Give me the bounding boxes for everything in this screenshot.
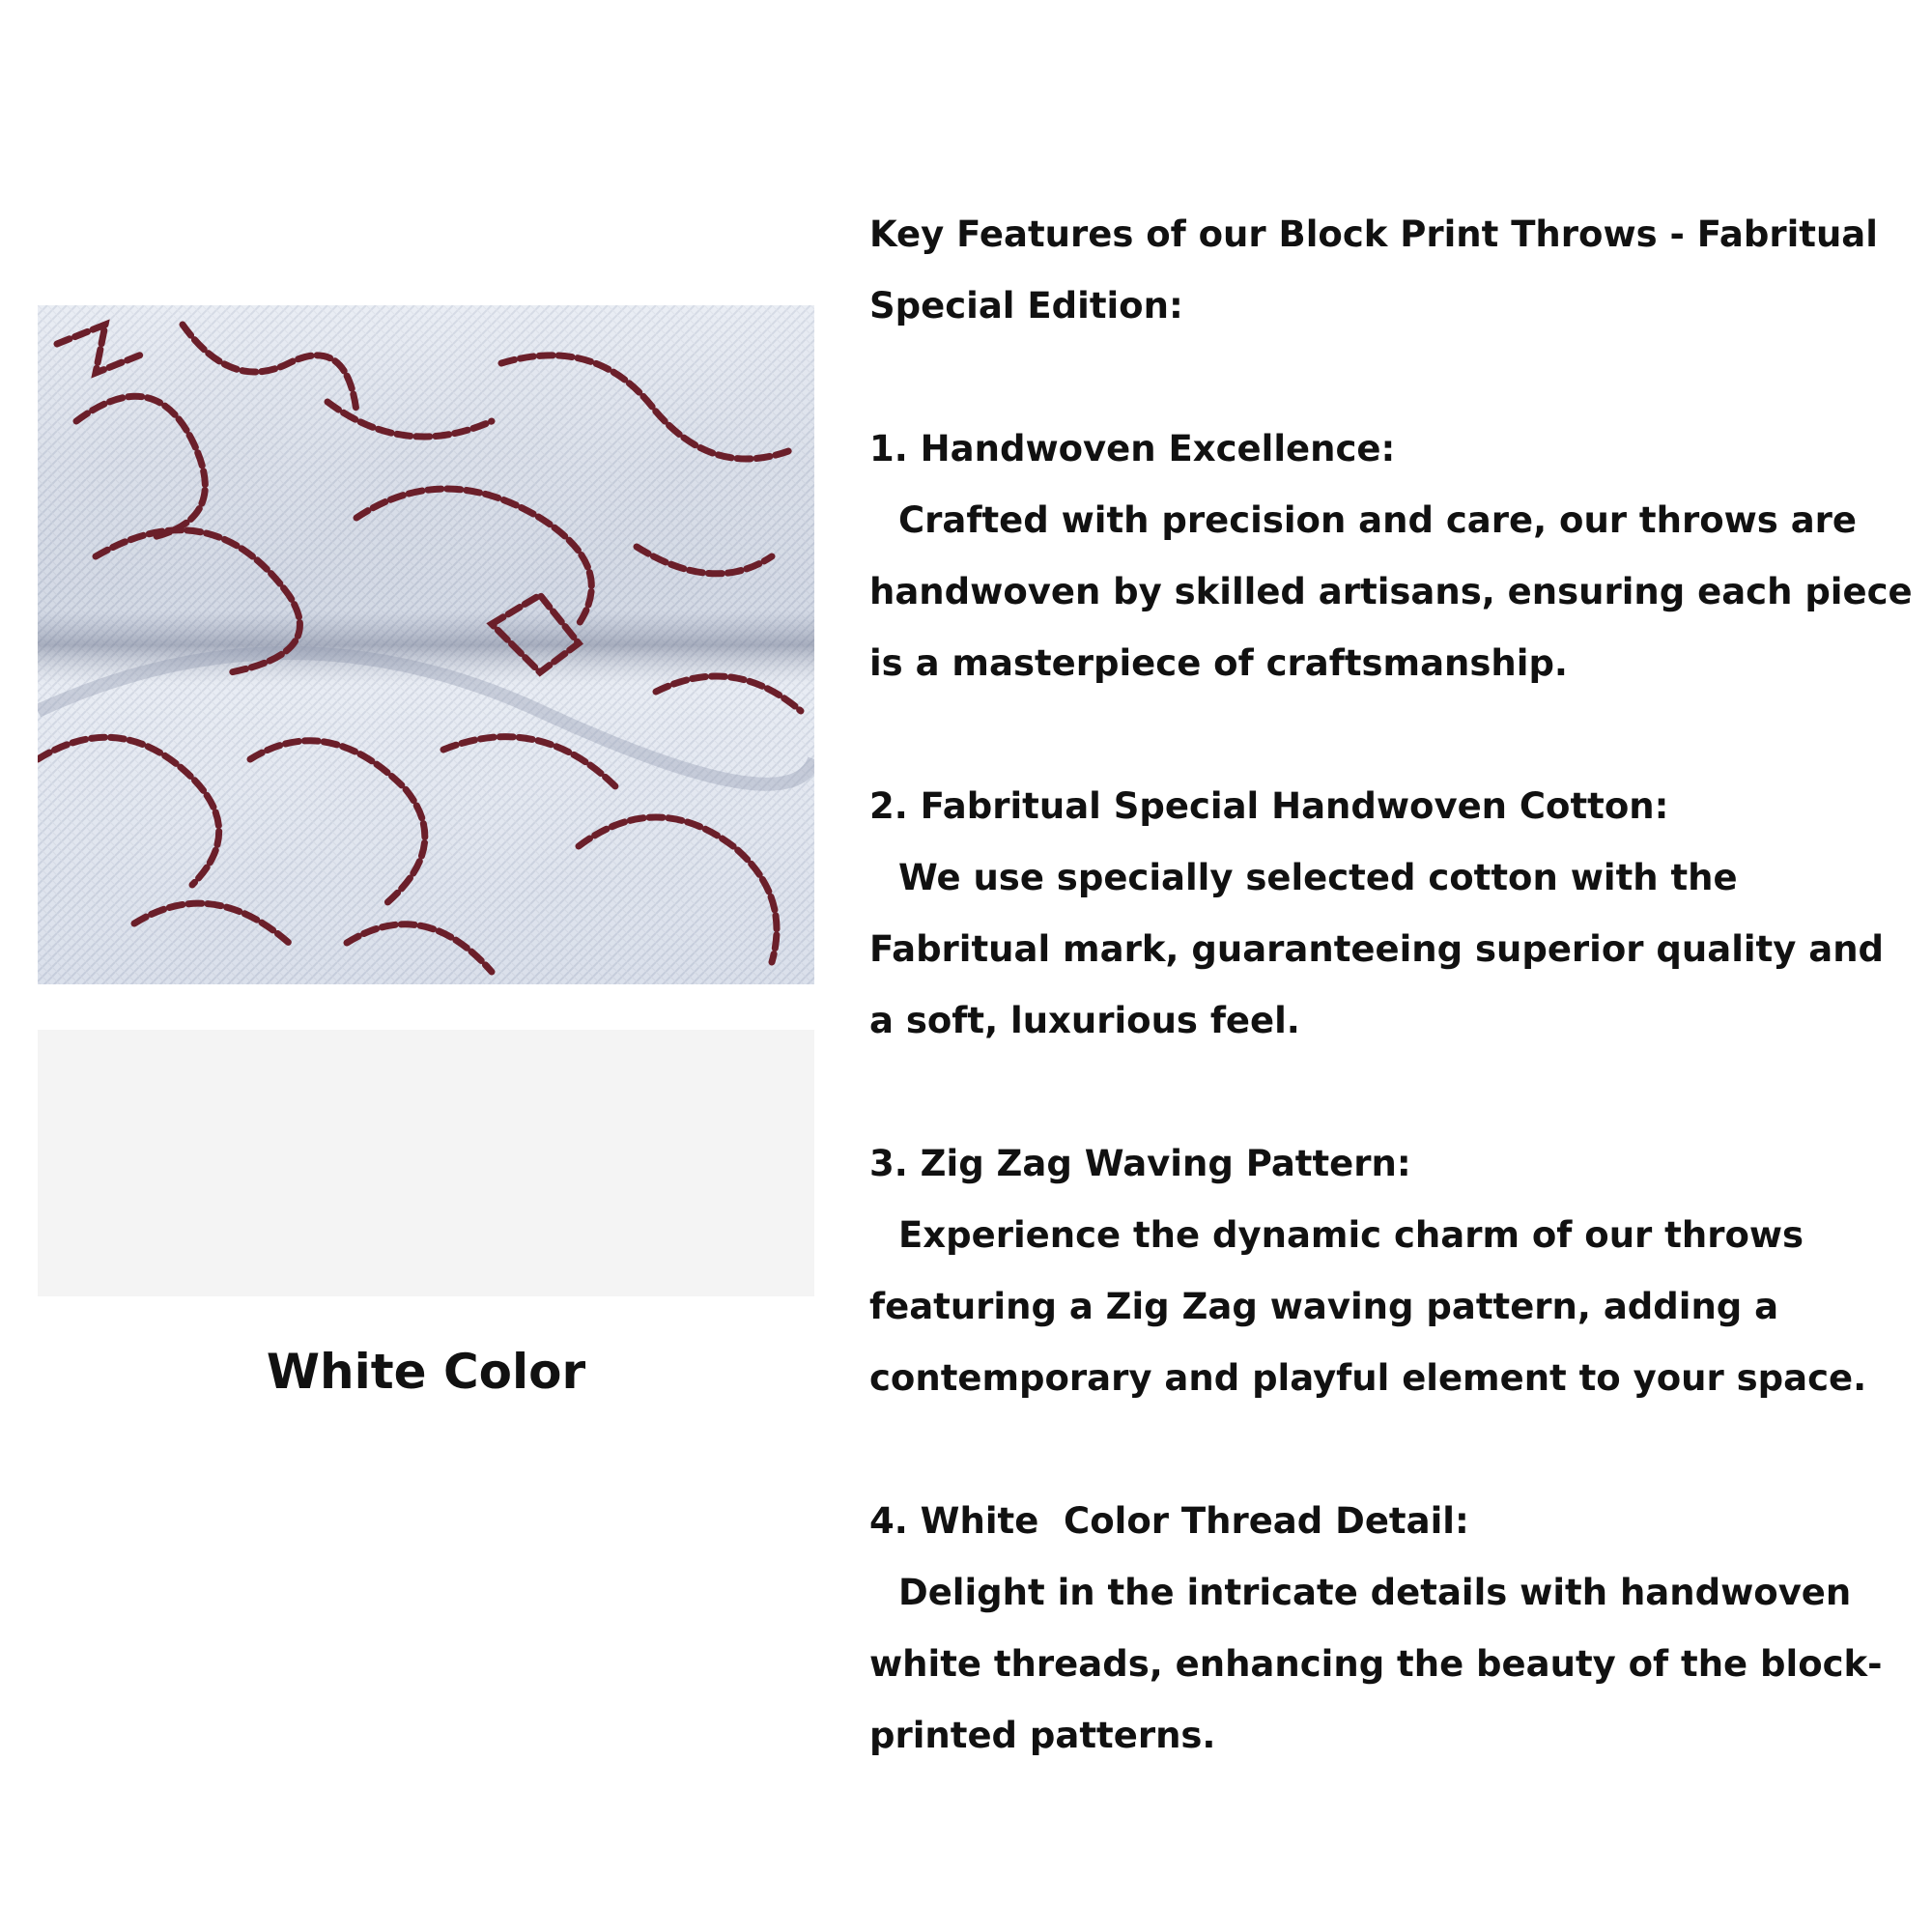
color-swatch [38, 1030, 814, 1296]
feature-body: We use specially selected cotton with the Fabritual mark, guaranteeing superior quality and a soft, luxurious feel. [869, 857, 1885, 1041]
block-print-fabric-photo-icon [38, 305, 814, 984]
feature-title: 2. Fabritual Special Handwoven Cotton: [869, 785, 1669, 827]
feature-title: 4. White Color Thread Detail: [869, 1500, 1469, 1542]
feature-body: Crafted with precision and care, our throws are handwoven by skilled artisans, ensuring each piece is a masterpiece of craftsmanship. [869, 499, 1913, 684]
fabric-photo [38, 305, 814, 984]
features-heading: Key Features of our Block Print Throws - Fabritual Special Edition: [869, 213, 1878, 327]
feature-body: Delight in the intricate details with handwoven white threads, enhancing the beauty of the block-printed patterns. [869, 1572, 1883, 1756]
feature-title: 1. Handwoven Excellence: [869, 428, 1396, 469]
feature-list [869, 199, 1918, 1772]
swatch-label: White Color [266, 1344, 586, 1400]
feature-title: 3. Zig Zag Waving Pattern: [869, 1143, 1411, 1184]
feature-body: Experience the dynamic charm of our throws featuring a Zig Zag waving pattern, adding a contemporary and playful element to your space. [869, 1214, 1867, 1399]
